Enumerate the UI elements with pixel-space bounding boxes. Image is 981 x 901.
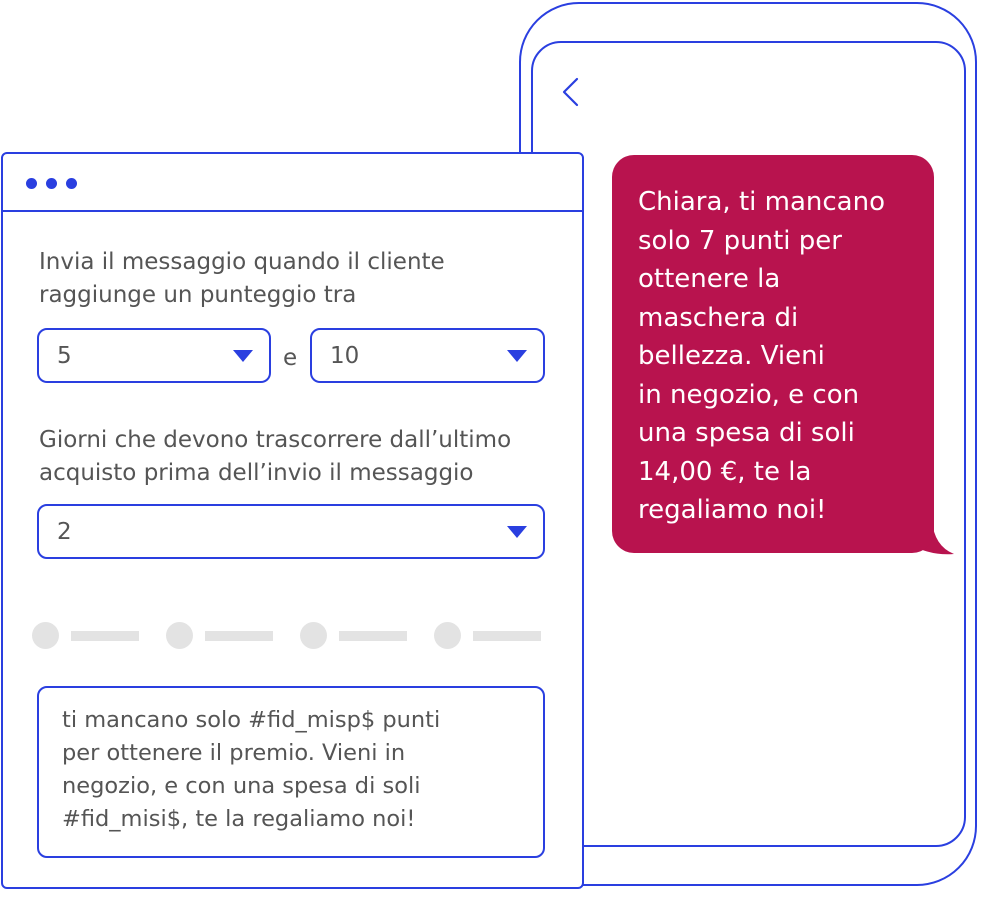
window-dot-icon: [66, 178, 77, 189]
days-label: Giorni che devono trascorrere dall’ultimo acquisto prima dell’invio il messaggio: [39, 427, 512, 486]
editor-window: [1, 152, 584, 889]
score-max-select[interactable]: [310, 328, 545, 383]
message-text: Chiara, ti mancano solo 7 punti per ottenere la maschera di bellezza. Vieni in negozio, e con una spesa di soli 14,00 €, te la regaliamo noi!: [638, 187, 885, 525]
window-title-bar: [3, 154, 582, 212]
message-template-textarea[interactable]: ti mancano solo #fid_misp$ punti per ottenere il premio. Vieni in negozio, e con una spesa di soli #fid_misi$, te la regaliamo noi!: [37, 686, 545, 858]
placeholder-circle: [166, 622, 193, 649]
between-text: e: [283, 345, 298, 371]
caret-down-icon: [233, 350, 253, 362]
window-dot-icon: [46, 178, 57, 189]
caret-down-icon: [507, 350, 527, 362]
window-dot-icon: [26, 178, 37, 189]
score-label: Invia il messaggio quando il cliente raggiunge un punteggio tra: [39, 249, 445, 308]
score-max-value: 10: [330, 343, 360, 369]
days-select[interactable]: [37, 504, 545, 559]
days-value: 2: [57, 519, 72, 545]
message-bubble: [612, 155, 934, 553]
score-min-value: 5: [57, 343, 72, 369]
placeholder-line: [339, 631, 407, 641]
chevron-left-icon[interactable]: [560, 76, 584, 108]
placeholder-line: [473, 631, 541, 641]
placeholder-circle: [434, 622, 461, 649]
placeholder-circle: [300, 622, 327, 649]
score-min-select[interactable]: [37, 328, 271, 383]
placeholder-circle: [32, 622, 59, 649]
placeholder-line: [71, 631, 139, 641]
placeholder-line: [205, 631, 273, 641]
caret-down-icon: [507, 526, 527, 538]
